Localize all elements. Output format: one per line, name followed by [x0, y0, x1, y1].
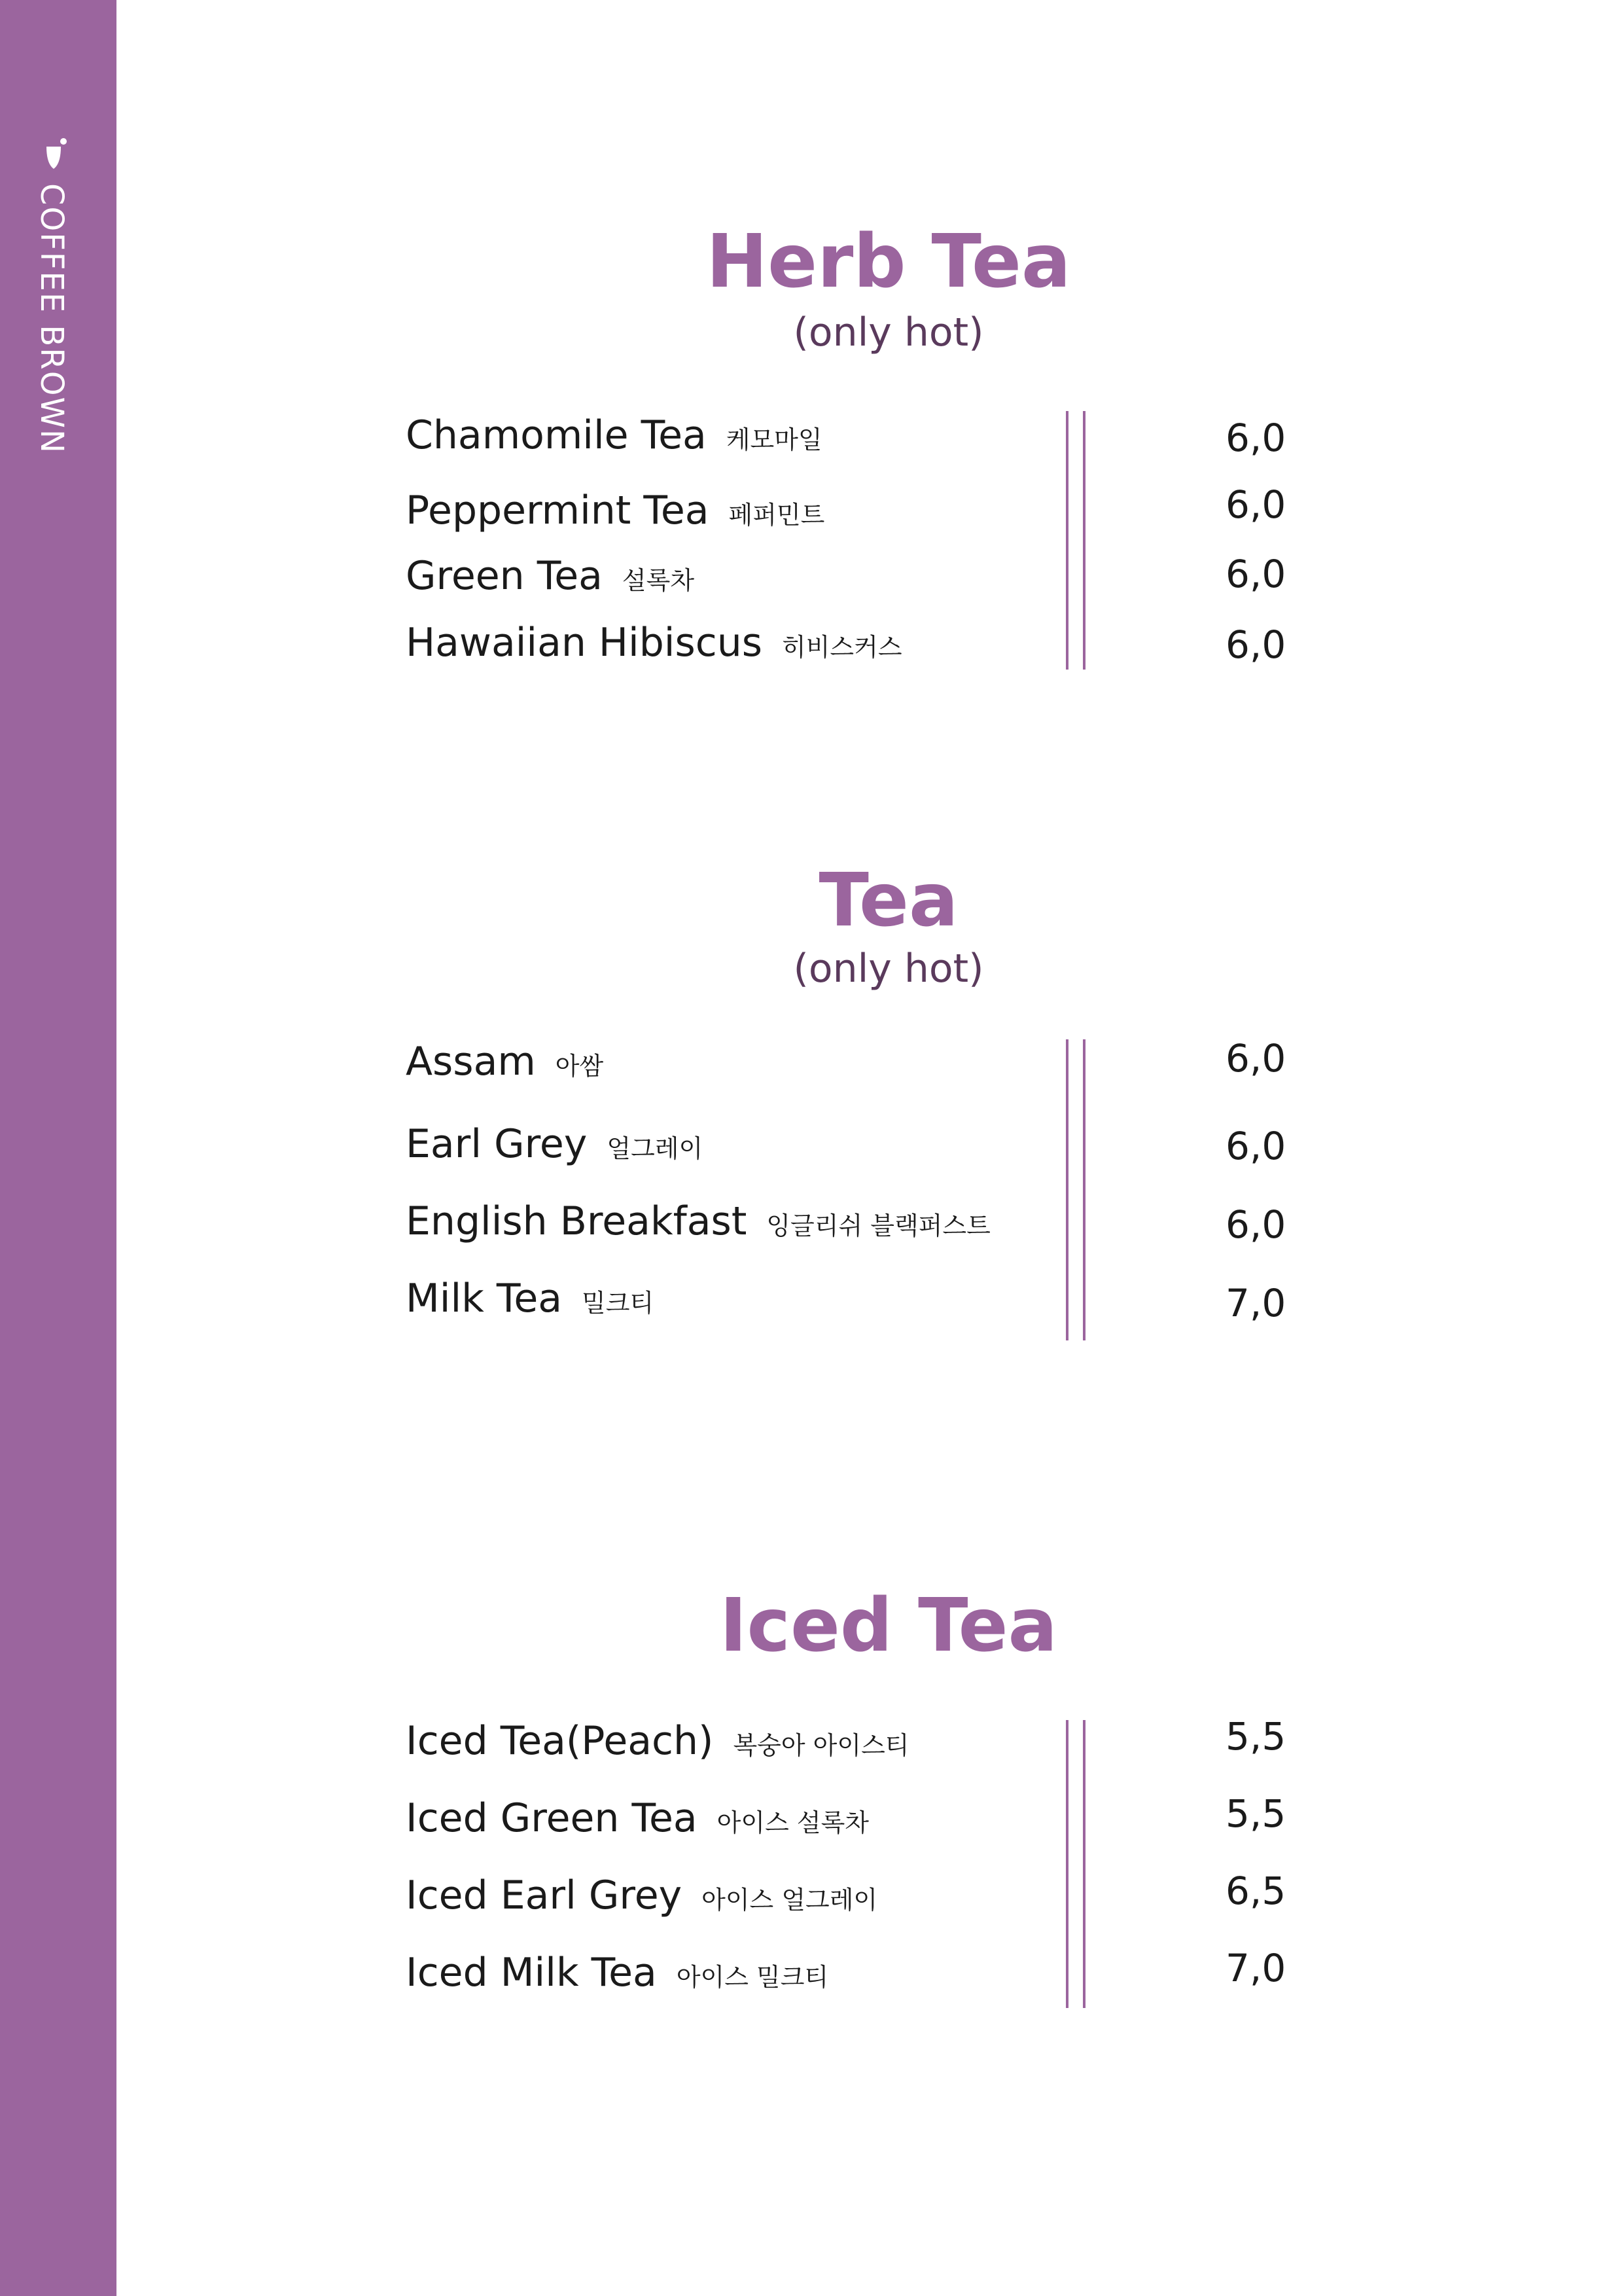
sidebar-band: [0, 0, 116, 2296]
item-name: Assam: [406, 1039, 536, 1085]
item-name: Green Tea: [406, 553, 603, 599]
item-price: 5,5: [1226, 1714, 1286, 1759]
item-korean-name: 밀크티: [582, 1289, 654, 1318]
menu-item: [406, 553, 695, 599]
item-price: 6,5: [1226, 1869, 1286, 1913]
item-name: Iced Tea(Peach): [406, 1718, 714, 1764]
price-divider: [1066, 1720, 1086, 2008]
item-korean-name: 아이스 얼그레이: [701, 1886, 878, 1914]
item-price: 6,0: [1226, 482, 1286, 527]
section-subtitle: (only hot): [793, 310, 984, 355]
menu-item: [406, 1276, 654, 1321]
price-divider: [1066, 1039, 1086, 1340]
brand-name: COFFEE BROWN: [33, 183, 70, 454]
item-korean-name: 히비스커스: [782, 633, 902, 662]
item-korean-name: 설록차: [622, 566, 695, 595]
item-price: 6,0: [1226, 1036, 1286, 1081]
menu-item: [406, 1198, 991, 1244]
item-price: 6,0: [1226, 1124, 1286, 1168]
item-price: 6,0: [1226, 416, 1286, 460]
item-name: Iced Milk Tea: [406, 1950, 657, 1996]
item-name: English Breakfast: [406, 1198, 747, 1244]
menu-item: [406, 412, 822, 458]
item-name: Hawaiian Hibiscus: [406, 620, 763, 666]
section-subtitle: (only hot): [793, 946, 984, 992]
item-name: Milk Tea: [406, 1276, 563, 1321]
item-korean-name: 페퍼민트: [728, 501, 825, 529]
item-name: Earl Grey: [406, 1121, 588, 1167]
price-divider: [1066, 411, 1086, 670]
section-title: Iced Tea: [719, 1583, 1058, 1668]
brand-logo: [35, 137, 80, 452]
item-price: 7,0: [1226, 1946, 1286, 1990]
item-name: Peppermint Tea: [406, 488, 709, 533]
menu-item: [406, 1950, 829, 1996]
item-korean-name: 얼그레이: [607, 1134, 703, 1163]
menu-item: [406, 1718, 909, 1764]
menu-item: [406, 620, 902, 666]
item-price: 6,0: [1226, 552, 1286, 596]
item-price: 6,0: [1226, 622, 1286, 667]
menu-item: [406, 1795, 869, 1841]
item-name: Iced Earl Grey: [406, 1873, 682, 1918]
item-price: 7,0: [1226, 1281, 1286, 1325]
item-korean-name: 잉글리쉬 블랙퍼스트: [766, 1211, 991, 1240]
item-price: 6,0: [1226, 1202, 1286, 1247]
item-korean-name: 아쌈: [555, 1052, 604, 1081]
item-korean-name: 아이스 밀크티: [676, 1963, 829, 1992]
coffee-cup-logo-icon: [44, 137, 69, 171]
menu-item: [406, 1873, 878, 1918]
section-title: Herb Tea: [706, 219, 1071, 304]
item-name: Chamomile Tea: [406, 412, 707, 458]
item-name: Iced Green Tea: [406, 1795, 697, 1841]
menu-item: [406, 1121, 703, 1167]
menu-item: [406, 1039, 604, 1085]
item-korean-name: 복숭아 아이스티: [733, 1731, 909, 1760]
menu-item: [406, 488, 825, 533]
item-price: 5,5: [1226, 1791, 1286, 1836]
item-korean-name: 아이스 설록차: [716, 1808, 869, 1837]
section-title: Tea: [819, 858, 959, 943]
item-korean-name: 케모마일: [726, 425, 822, 454]
